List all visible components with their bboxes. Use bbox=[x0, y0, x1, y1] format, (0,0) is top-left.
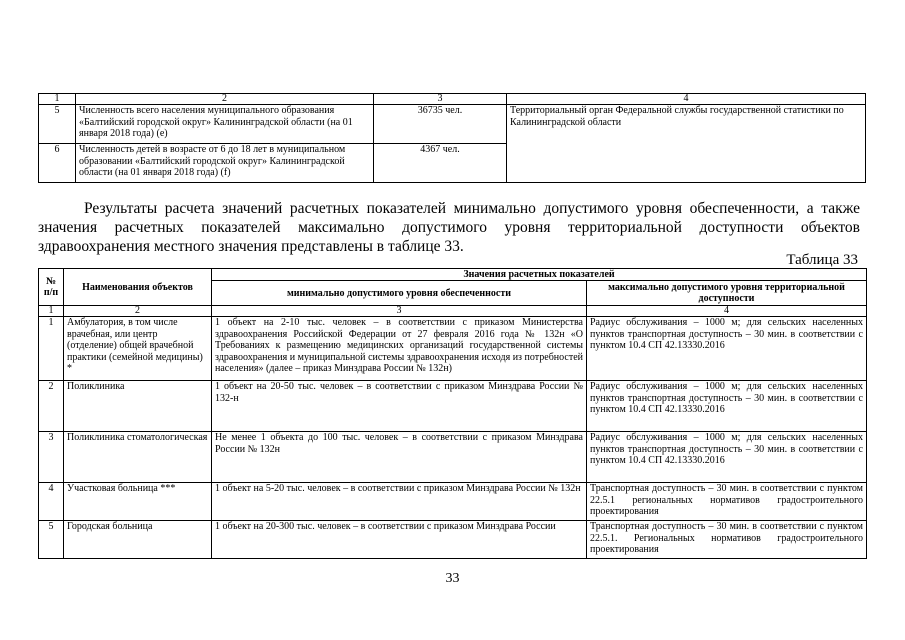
column-index: 1 bbox=[39, 306, 64, 317]
population-table bbox=[38, 93, 866, 183]
row-number: 2 bbox=[39, 381, 64, 432]
column-index: 2 bbox=[76, 94, 374, 105]
page-number: 33 bbox=[445, 571, 460, 586]
indicator-name: Численность детей в возрасте от 6 до 18 лет в муниципальном образовании «Балтийский городской округ» Калининградской области (на 01 января 2018 года) (f) bbox=[76, 144, 374, 183]
column-index-row bbox=[39, 94, 866, 105]
object-name: Участковая больница *** bbox=[64, 483, 212, 521]
max-indicator: Радиус обслуживания – 1000 м; для сельских населенных пунктов транспортная доступность – 30 мин. в соответствии с пунктом 10.4 СП 42.13330.2016 bbox=[587, 317, 867, 381]
row-number: 6 bbox=[39, 144, 76, 183]
object-name: Поликлиника bbox=[64, 381, 212, 432]
max-indicator: Транспортная доступность – 30 мин. в соответствии с пунктом 22.5.1. Региональных нормативов градостроительного проектирования bbox=[587, 521, 867, 559]
min-indicator: 1 объект на 2-10 тыс. человек – в соответствии с приказом Министерства здравоохранения Российской Федерации от 27 февраля 2016 года № 132н «О Требованиях к размещению медицинских организаций государственной системы здравоохранения и муниципальной системы здравоохранения исходя из потребностей населения» (далее – приказ Минздрава России № 132н) bbox=[212, 317, 587, 381]
row-number: 4 bbox=[39, 483, 64, 521]
max-indicator: Радиус обслуживания – 1000 м; для сельских населенных пунктов транспортная доступность – 30 мин. в соответствии с пунктом 10.4 СП 42.13330.2016 bbox=[587, 432, 867, 483]
object-name: Поликлиника стоматологическая bbox=[64, 432, 212, 483]
min-indicator: 1 объект на 5-20 тыс. человек – в соответствии с приказом Минздрава России № 132н bbox=[212, 483, 587, 521]
header-name: Наименования объектов bbox=[64, 269, 212, 306]
object-name: Амбулатория, в том числе врачебная, или центр (отделение) общей врачебной практики (семейной медицины) * bbox=[64, 317, 212, 381]
table-row bbox=[39, 317, 867, 381]
paragraph-rest: значения расчетных показателей максимально допустимого уровня территориальной доступности объектов здравоохранения местного значения представлены в таблице 33. bbox=[38, 219, 860, 255]
column-index: 4 bbox=[507, 94, 866, 105]
table-row bbox=[39, 432, 867, 483]
max-indicator: Радиус обслуживания – 1000 м; для сельских населенных пунктов транспортная доступность – 30 мин. в соответствии с пунктом 10.4 СП 42.13330.2016 bbox=[587, 381, 867, 432]
table-caption: Таблица 33 bbox=[786, 252, 858, 268]
indicator-name: Численность всего населения муниципального образования «Балтийский городской округ» Калининградской области (на 01 января 2018 года) (e) bbox=[76, 105, 374, 144]
header-group: Значения расчетных показателей bbox=[212, 269, 867, 281]
body-paragraph bbox=[38, 199, 860, 256]
table-row bbox=[39, 521, 867, 559]
table-row bbox=[39, 381, 867, 432]
object-name: Городская больница bbox=[64, 521, 212, 559]
min-indicator: 1 объект на 20-50 тыс. человек – в соответствии с приказом Минздрава России № 132-н bbox=[212, 381, 587, 432]
column-index: 1 bbox=[39, 94, 76, 105]
row-number: 5 bbox=[39, 521, 64, 559]
table-row bbox=[39, 483, 867, 521]
column-index: 3 bbox=[212, 306, 587, 317]
data-source: Территориальный орган Федеральной службы государственной статистики по Калининградской области bbox=[507, 105, 866, 183]
column-index-row bbox=[39, 306, 867, 317]
indicator-value: 4367 чел. bbox=[374, 144, 507, 183]
min-indicator: 1 объект на 20-300 тыс. человек – в соответствии с приказом Минздрава России bbox=[212, 521, 587, 559]
header-row bbox=[39, 269, 867, 281]
column-index: 2 bbox=[64, 306, 212, 317]
min-indicator: Не менее 1 объекта до 100 тыс. человек – в соответствии с приказом Минздрава России № 132н bbox=[212, 432, 587, 483]
row-number: 3 bbox=[39, 432, 64, 483]
column-index: 4 bbox=[587, 306, 867, 317]
row-number: 5 bbox=[39, 105, 76, 144]
indicator-value: 36735 чел. bbox=[374, 105, 507, 144]
max-indicator: Транспортная доступность – 30 мин. в соответствии с пунктом 22.5.1 региональных нормативов градостроительного проектирования bbox=[587, 483, 867, 521]
header-num: № п/п bbox=[39, 269, 64, 306]
indicators-table bbox=[38, 268, 867, 559]
row-number: 1 bbox=[39, 317, 64, 381]
header-max: максимально допустимого уровня территориальной доступности bbox=[587, 281, 867, 306]
column-index: 3 bbox=[374, 94, 507, 105]
table-row bbox=[39, 105, 866, 144]
paragraph-first-line: Результаты расчета значений расчетных показателей минимально допустимого уровня обеспеченности, а также bbox=[84, 200, 860, 217]
header-min: минимально допустимого уровня обеспеченности bbox=[212, 281, 587, 306]
